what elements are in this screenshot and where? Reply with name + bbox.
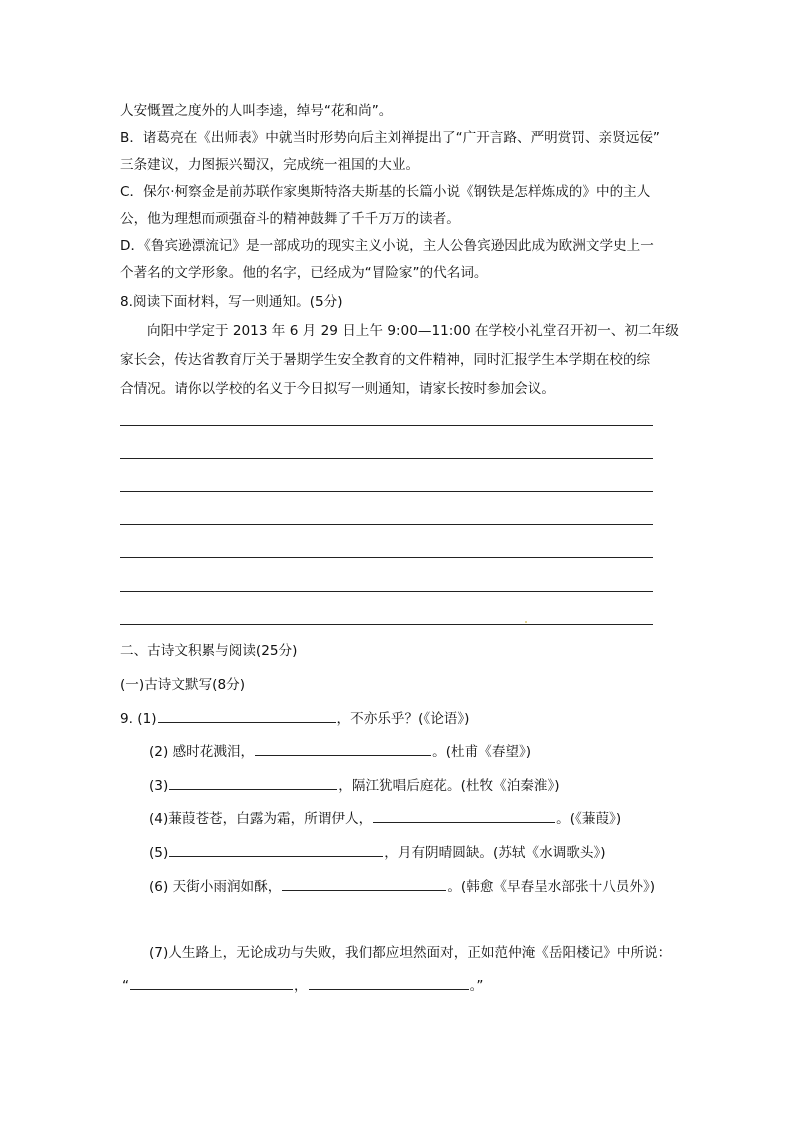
q9-item7-line2	[122, 975, 483, 996]
q9-item3-tail: ，隔江犹唱后庭花。(杜牧《泊秦淮》)	[338, 778, 560, 794]
q8-title: 8.阅读下面材料，写一则通知。(5分)	[120, 294, 343, 310]
q9-item5-head: (5)	[149, 845, 169, 861]
q9-item3-blank[interactable]	[169, 775, 337, 790]
q8-material-line1: 向阳中学定于 2013 年 6 月 29 日上午 9:00—11:00 在学校小礼堂召开初一、初二年级	[147, 323, 679, 339]
q9-item7-blank2[interactable]	[309, 975, 469, 990]
q9-item5-tail: ，月有阴晴圆缺。(苏轼《水调歌头》)	[384, 845, 606, 861]
q9-item4-head: (4)蒹葭苍苍，白露为霜，所谓伊人，	[149, 811, 373, 827]
q9-item6	[149, 876, 655, 897]
q9-item4-tail: 。(《蒹葭》)	[556, 811, 622, 827]
answer-line-4[interactable]	[120, 524, 653, 525]
q9-item6-blank[interactable]	[282, 876, 446, 891]
answer-line-7[interactable]	[120, 624, 653, 625]
q9-item6-tail: 。(韩愈《早春呈水部张十八员外》)	[447, 879, 656, 895]
q9-item3	[149, 775, 560, 796]
answer-line-5[interactable]	[120, 557, 653, 558]
q9-item6-head: (6) 天街小雨润如酥，	[149, 879, 282, 895]
q9-item7-close: 。”	[469, 978, 484, 994]
option-a-continuation: 人安慨置之度外的人叫李逵，绰号“花和尚”。	[120, 103, 393, 119]
answer-line-6[interactable]	[120, 591, 653, 592]
q9-item1	[120, 708, 470, 729]
q9-item2-head: (2) 感时花溅泪，	[149, 744, 255, 760]
q9-item7-blank1[interactable]	[130, 975, 293, 990]
q8-material-line3: 合情况。请你以学校的名义于今日拟写一则通知，请家长按时参加会议。	[120, 381, 555, 397]
q9-item2-blank[interactable]	[255, 741, 431, 756]
q9-item7-open-quote: “	[122, 978, 130, 994]
q9-item1-tail: ，不亦乐乎？(《论语》)	[336, 711, 470, 727]
q9-item4	[149, 808, 621, 829]
q9-item5-blank[interactable]	[169, 842, 383, 857]
answer-line-1[interactable]	[120, 425, 653, 426]
q9-item7-line1: (7)人生路上，无论成功与失败，我们都应坦然面对，正如范仲淹《岳阳楼记》中所说：	[149, 945, 672, 961]
option-b-line2: 三条建议，力图振兴蜀汉，完成统一祖国的大业。	[120, 157, 420, 173]
q9-item5	[149, 842, 606, 863]
q9-item1-blank[interactable]	[158, 708, 336, 723]
option-c-line1: C．保尔·柯察金是前苏联作家奥斯特洛夫斯基的长篇小说《钢铁是怎样炼成的》中的主人	[120, 184, 651, 200]
answer-line-3[interactable]	[120, 491, 653, 492]
option-d-line2: 个著名的文学形象。他的名字，已经成为“冒险家”的代名词。	[120, 265, 488, 281]
q8-material-line2: 家长会，传达省教育厅关于暑期学生安全教育的文件精神，同时汇报学生本学期在校的综	[120, 352, 651, 368]
answer-line-2[interactable]	[120, 458, 653, 459]
q9-item4-blank[interactable]	[373, 808, 555, 823]
q9-item2	[149, 741, 531, 762]
option-d-line1: D．《鲁宾逊漂流记》是一部成功的现实主义小说，主人公鲁宾逊因此成为欧洲文学史上一	[120, 238, 654, 254]
scan-speck	[525, 621, 527, 623]
q9-item3-head: (3)	[149, 778, 169, 794]
q9-item7-comma: ，	[294, 978, 308, 994]
option-c-line2: 公，他为理想而顽强奋斗的精神鼓舞了千千万万的读者。	[120, 211, 460, 227]
q9-item2-tail: 。(杜甫《春望》)	[432, 744, 532, 760]
q9-item1-number: 9. (1)	[120, 711, 157, 727]
option-b-line1: B．诸葛亮在《出师表》中就当时形势向后主刘禅提出了“广开言路、严明赏罚、亲贤远佞”	[120, 130, 660, 146]
section2-sub1: (一)古诗文默写(8分)	[120, 677, 246, 693]
section2-title: 二、古诗文积累与阅读(25分)	[120, 643, 298, 659]
